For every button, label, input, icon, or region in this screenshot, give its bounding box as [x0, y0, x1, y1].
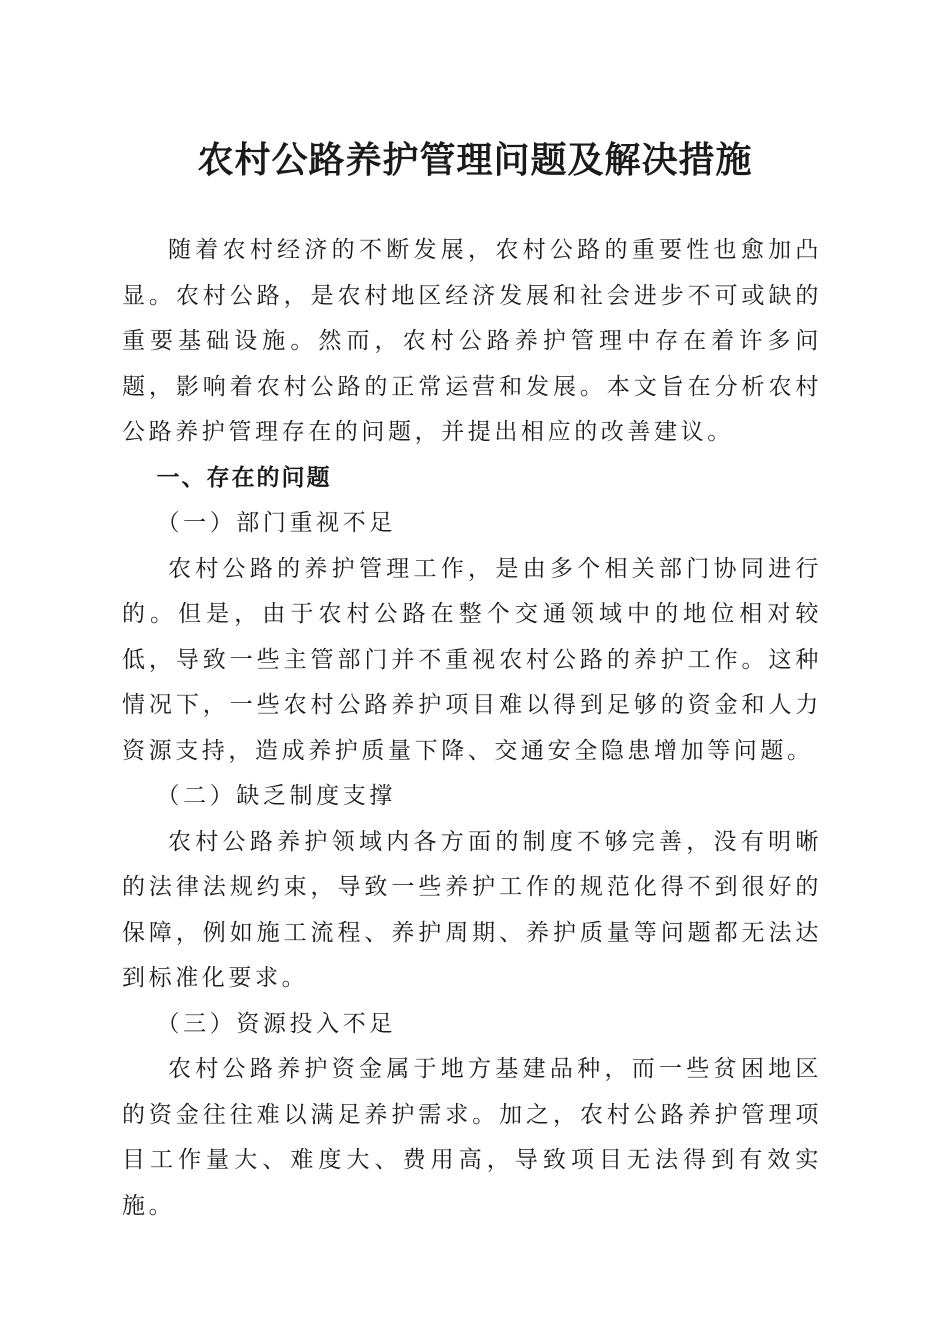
subsection-paragraph-1: 农村公路的养护管理工作，是由多个相关部门协同进行的。但是，由于农村公路在整个交通领域中的地位相对较低，导致一些主管部门并不重视农村公路的养护工作。这种情况下，一些农村公路养护项目难以得到足够的资金和人力资源支持，造成养护质量下降、交通安全隐患增加等问题。 — [122, 555, 822, 764]
subsection-heading-3: （三）资源投入不足 — [156, 1010, 396, 1037]
subsection-heading-1: （一）部门重视不足 — [156, 510, 396, 536]
document-body — [122, 228, 822, 1229]
subsection-paragraph-3: 农村公路养护资金属于地方基建品种，而一些贫困地区的资金往往难以满足养护需求。加之，农村公路养护管理项目工作量大、难度大、费用高，导致项目无法得到有效实施。 — [122, 1056, 822, 1219]
intro-paragraph: 随着农村经济的不断发展，农村公路的重要性也愈加凸显。农村公路，是农村地区经济发展和社会进步不可或缺的重要基础设施。然而，农村公路养护管理中存在着许多问题，影响着农村公路的正常运营和发展。本文旨在分析农村公路养护管理存在的问题，并提出相应的改善建议。 — [122, 237, 822, 445]
subsection-heading-2: （二）缺乏制度支撑 — [156, 783, 396, 809]
section-heading-problems: 一、存在的问题 — [156, 464, 332, 491]
document-title: 农村公路养护管理问题及解决措施 — [197, 139, 753, 181]
subsection-paragraph-2: 农村公路养护领域内各方面的制度不够完善，没有明晰的法律法规约束，导致一些养护工作的规范化得不到很好的保障，例如施工流程、养护周期、养护质量等问题都无法达到标准化要求。 — [122, 828, 822, 991]
